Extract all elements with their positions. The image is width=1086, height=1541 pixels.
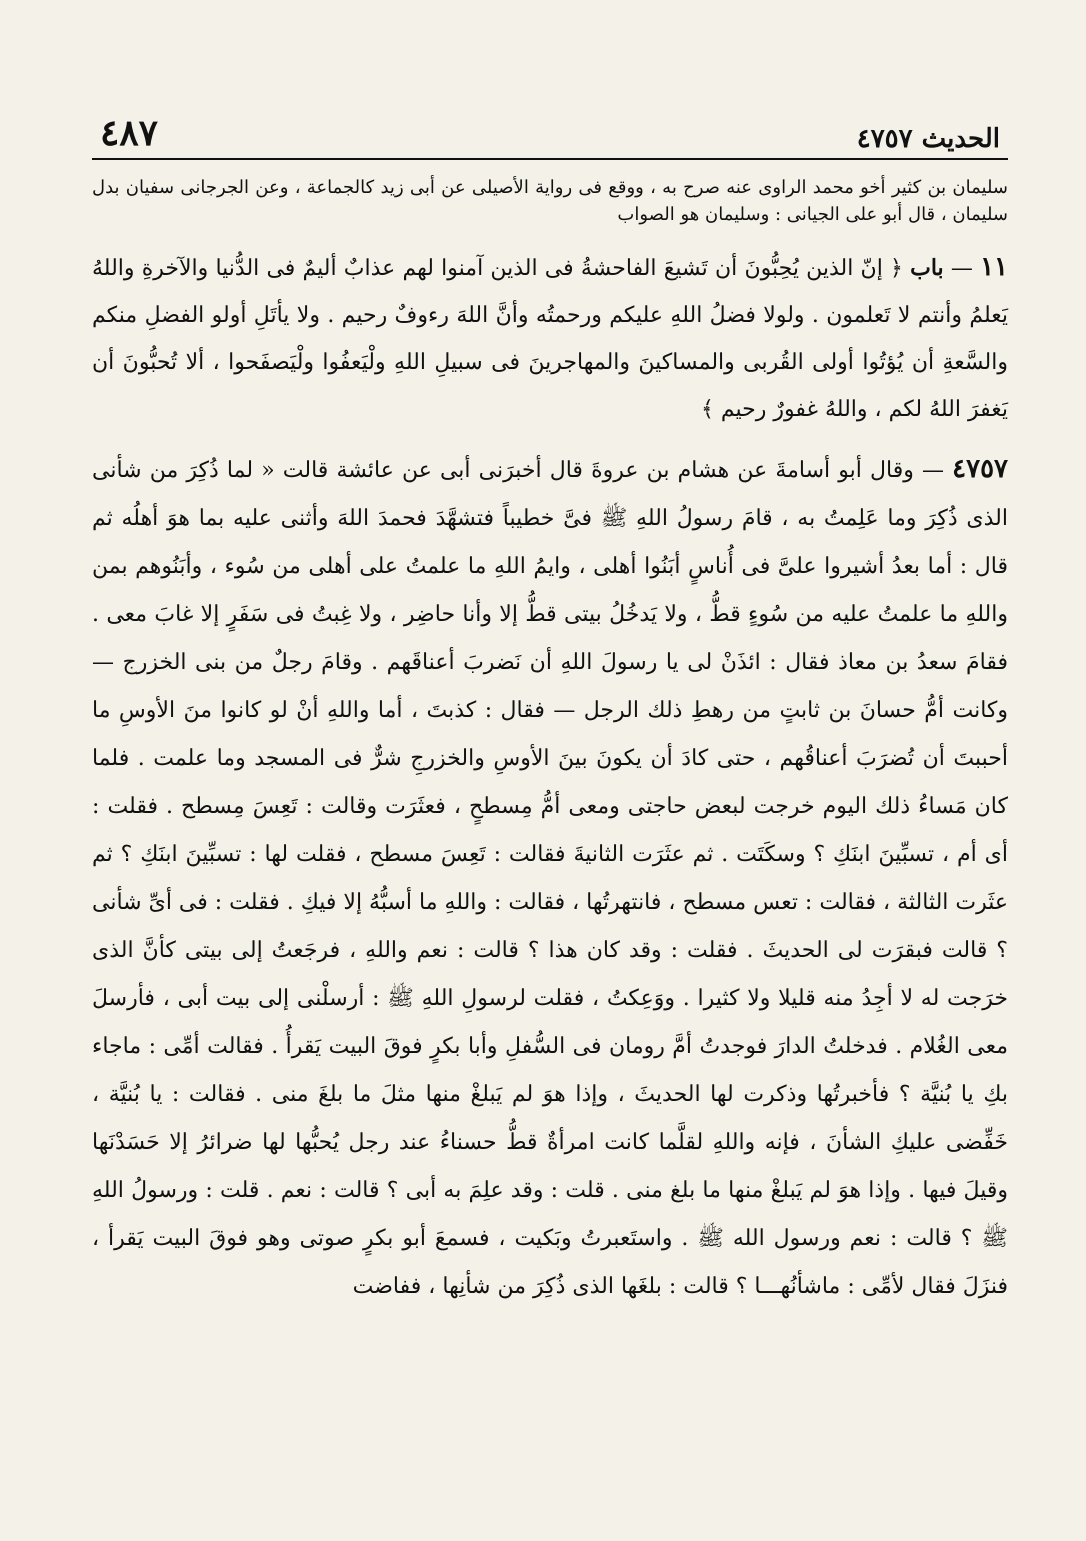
chapter-number: ١١: [980, 252, 1009, 282]
hadith-block: [92, 445, 1008, 1311]
page-header: [92, 108, 1008, 160]
chapter-paragraph: [92, 244, 1008, 433]
hadith-paragraph: [92, 445, 1008, 1311]
chapter-dash: —: [950, 256, 973, 281]
footnote: [92, 174, 1008, 228]
chapter-text: ﴿ إنّ الذين يُحِبُّونَ أن تَشيعَ الفاحشةُ فى الذين آمنوا لهم عذابٌ أليمٌ فى الدُّنيا والآخرةِ واللهُ يَعلمُ وأنتم لا تَعلمون . ولولا فضلُ اللهِ عليكم ورحمتُه وأنَّ اللهَ رءوفٌ رحيم . ولا يأتَلِ أولو الفضلِ منكم والسَّعةِ أن يُؤتُوا أولى القُربى والمساكينَ والمهاجرينَ فى سبيلِ اللهِ ولْيَعفُوا ولْيَصفَحوا ، ألا تُحبُّونَ أن يَغفرَ اللهُ لكم ، واللهُ غفورٌ رحيم ﴾: [92, 256, 1008, 422]
hadith-dash: —: [922, 458, 944, 483]
footnote-text: سليمان بن كثير أخو محمد الراوى عنه صرح به ، ووقع فى رواية الأصيلى عن أبى زيد كالجماعة ، وعن الجرجانى سفيان بدل سليمان ، قال أبو على الجيانى : وسليمان هو الصواب: [92, 177, 1008, 225]
chapter-label: باب: [910, 255, 944, 281]
hadith-number: ٤٧٥٧: [952, 454, 1008, 484]
page-number: ٤٨٧: [100, 112, 159, 154]
chapter-heading: [92, 244, 1008, 433]
running-title: الحديث ٤٧٥٧: [856, 124, 1000, 154]
hadith-text: وقال أبو أسامةَ عن هشام بن عروةَ قال أخبرَنى أبى عن عائشة قالت « لما ذُكِرَ من شأنى الذى ذُكِرَ وما عَلِمتُ به ، قامَ رسولُ اللهِ ﷺ فىَّ خطيباً فتشهَّدَ فحمدَ اللهَ وأثنى عليه بما هوَ أهلُه ثم قال : أما بعدُ أشيروا علىَّ فى أُناسٍ أبَنُوا أهلى ، وايمُ اللهِ ما علمتُ على أهلى من سُوء ، وأبَنُوهم بمن واللهِ ما علمتُ عليه من سُوءٍ قطُّ ، ولا يَدخُلُ بيتى قطُّ إلا وأنا حاضِر ، ولا غِبتُ فى سَفَرٍ إلا غابَ معى . فقامَ سعدُ بن معاذ فقال : ائذَنْ لى يا رسولَ اللهِ أن نَضربَ أعناقَهم . وقامَ رجلٌ من بنى الخزرج — وكانت أمُّ حسانَ بن ثابتٍ من رهطِ ذلك الرجل — فقال : كذبتَ ، أما واللهِ أنْ لو كانوا منَ الأوسِ ما أحببتَ أن تُضرَبَ أعناقُهم ، حتى كادَ أن يكونَ بينَ الأوسِ والخزرجِ شرٌّ فى المسجد وما علمت . فلما كان مَساءُ ذلك اليوم خرجت لبعض حاجتى ومعى أمُّ مِسطحٍ ، فعثَرَت وقالت : تَعِسَ مِسطح . فقلت : أى أم ، تسبِّينَ ابنَكِ ؟ وسكَتَت . ثم عثَرَت الثانيةَ فقالت : تَعِسَ مسطح ، فقلت لها : تسبِّينَ ابنَكِ ؟ ثم عثَرت الثالثة ، فقالت : تعس مسطح ، فانتهرتُها ، فقالت : واللهِ ما أسبُّهُ إلا فيكِ . فقلت : فى أىِّ شأنى ؟ قالت فبقرَت لى الحديثَ . فقلت : وقد كان هذا ؟ قالت : نعم واللهِ ، فرجَعتُ إلى بيتى كأنَّ الذى خرَجت له لا أجِدُ منه قليلا ولا كثيرا . ووَعِكتُ ، فقلت لرسولِ اللهِ ﷺ : أرسلْنى إلى بيت أبى ، فأرسلَ معى الغُلام . فدخلتُ الدارَ فوجدتُ أمَّ رومان فى السُّفلِ وأبا بكرٍ فوقَ البيت يَقرأُ . فقالت أمِّى : ماجاء بكِ يا بُنيَّة ؟ فأخبرتُها وذكرت لها الحديثَ ، وإذا هوَ لم يَبلغْ منها مثلَ ما بلغَ منى . فقالت : يا بُنيَّة ، خَفِّضى عليكِ الشأنَ ، فإنه واللهِ لقلَّما كانت امرأةٌ قطُّ حسناءُ عند رجل يُحبُّها لها ضرائرُ إلا حَسَدْنَها وقيلَ فيها . وإذا هوَ لم يَبلغْ منها ما بلغ منى . قلت : وقد علِمَ به أبى ؟ قالت : نعم . قلت : ورسولُ اللهِ ﷺ ؟ قالت : نعم ورسول الله ﷺ . واستَعبرتُ وبَكيت ، فسمعَ أبو بكرٍ صوتى وهو فوقَ البيت يَقرأ ، فنزَلَ فقال لأمِّى : ماشأنُهـــا ؟ قالت : بلغَها الذى ذُكِرَ من شأنِها ، ففاضت: [92, 458, 1009, 1299]
